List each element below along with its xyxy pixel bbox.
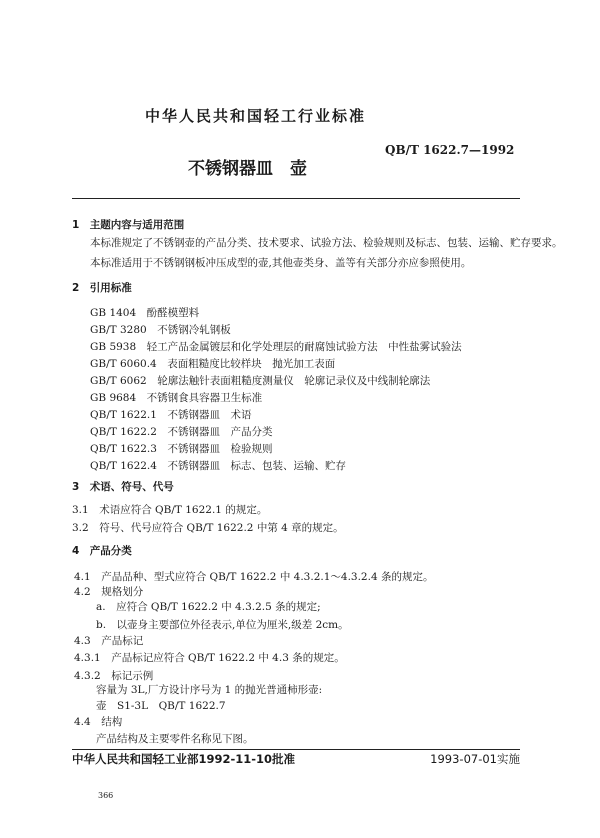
reference-item: GB/T 3280 不锈钢冷轧钢板 <box>90 324 231 336</box>
section-4-line: 4.1 产品品种、型式应符合 QB/T 1622.2 中 4.3.2.1～4.3.2.4 条的规定。 <box>74 571 434 583</box>
section-4-line: 4.4 结构 <box>74 716 123 728</box>
section-4-line: 4.2 规格划分 <box>74 586 144 598</box>
approval-date: 中华人民共和国轻工业部1992-11-10批准 <box>72 752 296 766</box>
reference-item: GB 5938 轻工产品金属镀层和化学处理层的耐腐蚀试验方法 中性盐雾试验法 <box>90 341 462 353</box>
section-4-line: b. 以壶身主要部位外径表示,单位为厘米,级差 2cm。 <box>96 619 349 631</box>
reference-item: GB 1404 酚醛模塑料 <box>90 307 200 319</box>
section-3-heading: 3 术语、符号、代号 <box>72 481 174 493</box>
document-title: 不锈钢器皿 壶 <box>188 159 307 179</box>
section-4-line: 产品结构及主要零件名称见下图。 <box>96 733 254 745</box>
reference-item: GB/T 6060.4 表面粗糙度比较样块 抛光加工表面 <box>90 358 336 370</box>
section-3-item: 3.2 符号、代号应符合 QB/T 1622.2 中第 4 章的规定。 <box>72 522 344 534</box>
section-4-line: 壶 S1-3L QB/T 1622.7 <box>96 700 226 712</box>
issuing-body: 中华人民共和国轻工行业标准 <box>145 107 367 125</box>
reference-item: QB/T 1622.1 不锈钢器皿 术语 <box>90 409 252 421</box>
section-1-para: 本标准适用于不锈钢钢板冲压成型的壶,其他壶类身、盖等有关部分亦应参照使用。 <box>90 257 472 269</box>
standard-code: QB/T 1622.7—1992 <box>385 143 515 157</box>
reference-item: QB/T 1622.2 不锈钢器皿 产品分类 <box>90 426 273 438</box>
section-4-line: 容量为 3L,厂方设计序号为 1 的抛光普通柿形壶: <box>96 684 323 696</box>
page-number: 366 <box>98 791 114 800</box>
footer-rule <box>72 749 520 750</box>
reference-item: GB/T 6062 轮廓法触针表面粗糙度测量仪 轮廓记录仪及中线制轮廓法 <box>90 375 431 387</box>
section-4-line: 4.3.2 标记示例 <box>74 670 154 682</box>
effective-date: 1993-07-01实施 <box>430 752 520 766</box>
section-3-item: 3.1 术语应符合 QB/T 1622.1 的规定。 <box>72 504 268 516</box>
section-2-heading: 2 引用标准 <box>72 282 132 294</box>
section-4-line: a. 应符合 QB/T 1622.2 中 4.3.2.5 条的规定; <box>96 601 321 613</box>
section-4-line: 4.3 产品标记 <box>74 635 144 647</box>
section-4-line: 4.3.1 产品标记应符合 QB/T 1622.2 中 4.3 条的规定。 <box>74 652 345 664</box>
section-1-heading: 1 主题内容与适用范围 <box>72 219 185 231</box>
reference-item: QB/T 1622.3 不锈钢器皿 检验规则 <box>90 443 273 455</box>
reference-item: GB 9684 不锈钢食具容器卫生标准 <box>90 392 263 404</box>
header-rule <box>72 198 520 199</box>
section-1-para: 本标准规定了不锈钢壶的产品分类、技术要求、试验方法、检验规则及标志、包装、运输、贮存要求。 <box>90 237 563 249</box>
section-4-heading: 4 产品分类 <box>72 545 132 557</box>
reference-item: QB/T 1622.4 不锈钢器皿 标志、包装、运输、贮存 <box>90 460 346 472</box>
